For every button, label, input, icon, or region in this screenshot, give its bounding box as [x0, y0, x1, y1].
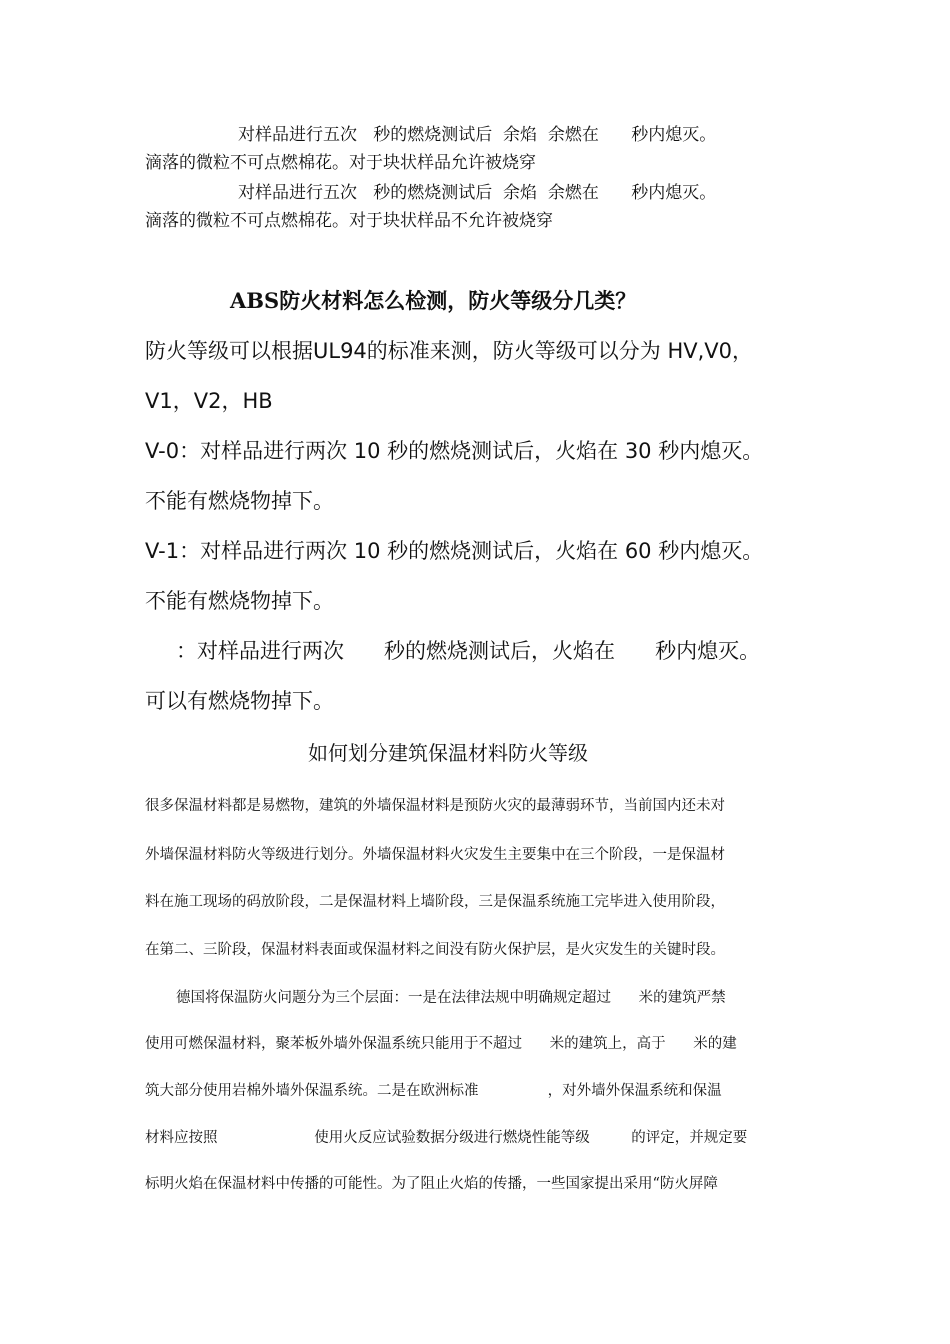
v1-line-2: 不能有燃烧物掉下。 — [145, 589, 334, 613]
top-line-1: 对样品进行五次 秒的燃烧测试后 余焰 余燃在 秒内熄灭。 — [238, 125, 717, 145]
insulation-line-6: 使用可燃保温材料，聚苯板外墙外保温系统只能用于不超过 米的建筑上，高于 米的建 — [145, 1036, 737, 1052]
v2-line-1: ：对样品进行两次 秒的燃烧测试后，火焰在 秒内熄灭。 — [176, 639, 761, 663]
top-line-4: 滴落的微粒不可点燃棉花。对于块状样品不允许被烧穿 — [145, 211, 553, 231]
abs-heading: ABS防火材料怎么检测，防火等级分几类？ — [230, 288, 637, 313]
v0-line-1: V-0：对样品进行两次 10 秒的燃烧测试后，火焰在 30 秒内熄灭。 — [145, 439, 764, 463]
abs-intro-line-2: V1，V2，HB — [145, 389, 273, 413]
insulation-line-2: 外墙保温材料防火等级进行划分。外墙保温材料火灾发生主要集中在三个阶段，一是保温材 — [145, 847, 725, 863]
insulation-heading: 如何划分建筑保温材料防火等级 — [308, 741, 588, 765]
insulation-line-3: 料在施工现场的码放阶段，二是保温材料上墙阶段，三是保温系统施工完毕进入使用阶段， — [145, 894, 725, 910]
top-line-3: 对样品进行五次 秒的燃烧测试后 余焰 余燃在 秒内熄灭。 — [238, 183, 717, 203]
top-line-2: 滴落的微粒不可点燃棉花。对于块状样品允许被烧穿 — [145, 153, 536, 173]
abs-intro-line-1: 防火等级可以根据UL94的标准来测，防火等级可以分为 HV,V0， — [145, 339, 754, 363]
insulation-line-5: 德国将保温防火问题分为三个层面：一是在法律法规中明确规定超过 米的建筑严禁 — [176, 990, 726, 1006]
insulation-line-1: 很多保温材料都是易燃物，建筑的外墙保温材料是预防火灾的最薄弱环节，当前国内还未对 — [145, 798, 725, 814]
insulation-line-9: 标明火焰在保温材料中传播的可能性。为了阻止火焰的传播，一些国家提出采用“防火屏障 — [145, 1176, 718, 1192]
insulation-line-7: 筑大部分使用岩棉外墙外保温系统。二是在欧洲标准 ，对外墙外保温系统和保温 — [145, 1083, 722, 1099]
insulation-line-4: 在第二、三阶段，保温材料表面或保温材料之间没有防火保护层，是火灾发生的关键时段。 — [145, 942, 725, 958]
v2-line-2: 可以有燃烧物掉下。 — [145, 689, 334, 713]
v0-line-2: 不能有燃烧物掉下。 — [145, 489, 334, 513]
insulation-line-8: 材料应按照 使用火反应试验数据分级进行燃烧性能等级 的评定，并规定要 — [145, 1130, 748, 1146]
v1-line-1: V-1：对样品进行两次 10 秒的燃烧测试后，火焰在 60 秒内熄灭。 — [145, 539, 764, 563]
